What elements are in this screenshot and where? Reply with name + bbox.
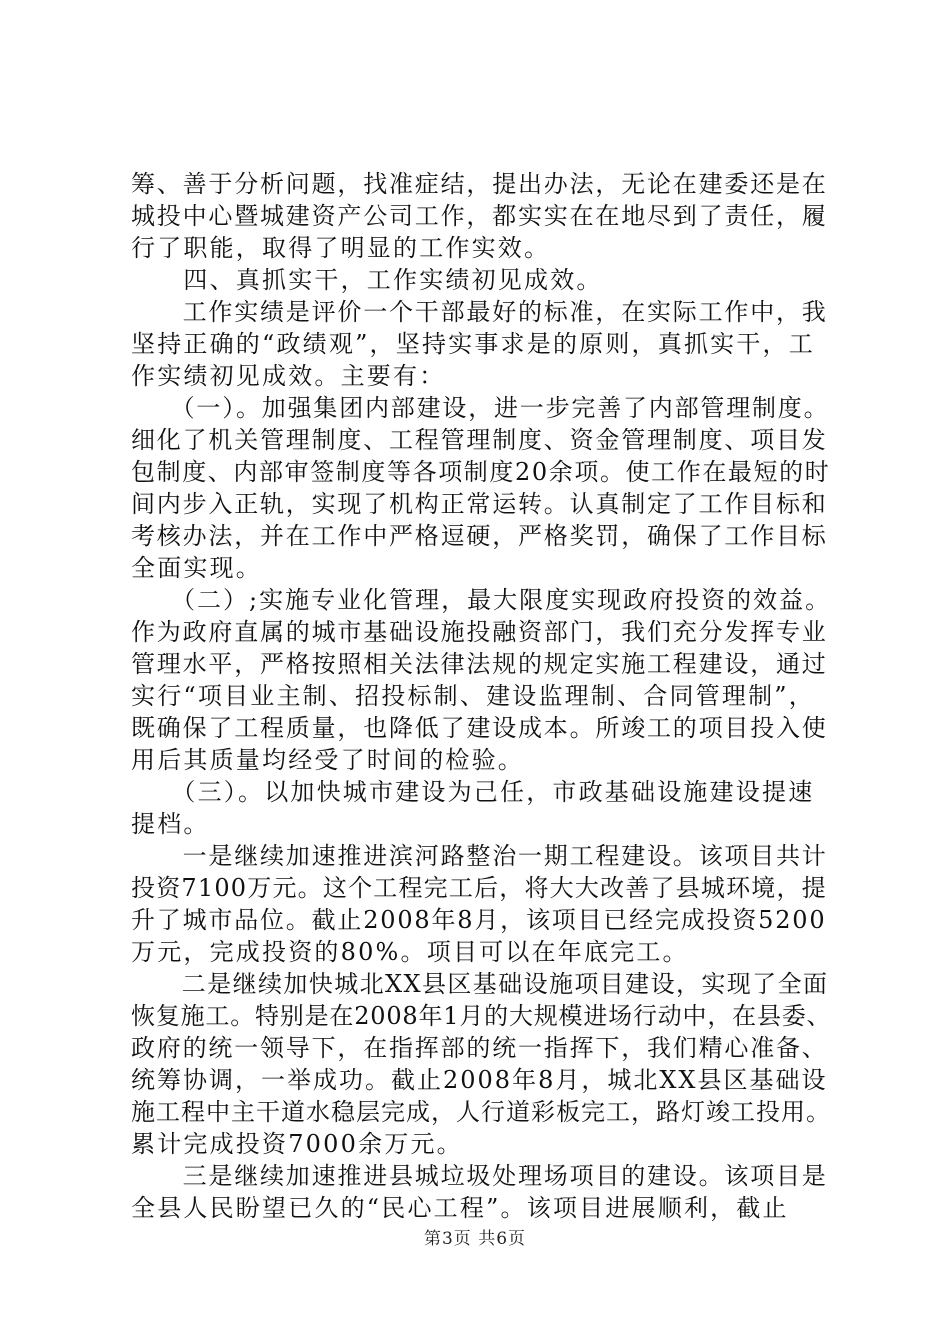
text-line: 筹、善于分析问题，找准症结，提出办法，无论在建委还是在 (131, 170, 828, 198)
subsection-heading: （三）。以加快城市建设为己任，市政基础设施建设提速 (131, 778, 815, 806)
text-line: 实行“项目业主制、招投标制、建设监理制、合同管理制”， (131, 682, 815, 710)
text-line: 施工程中主干道水稳层完成，人行道彩板完工，路灯竣工投用。 (131, 1098, 831, 1126)
text-line: 万元，完成投资的80%。项目可以在年底完工。 (131, 938, 689, 966)
section-heading: 四、真抓实干，工作实绩初见成效。 (131, 266, 603, 294)
document-body (131, 168, 831, 1224)
text-line: 政府的统一领导下，在指挥部的统一指挥下，我们精心准备、 (131, 1034, 828, 1062)
text-line: 全县人民盼望已久的“民心工程”。该项目进展顺利，截止 (131, 1194, 789, 1222)
text-line: 城投中心暨城建资产公司工作，都实实在在地尽到了责任，履 (131, 202, 828, 230)
text-line: 提档。 (131, 810, 210, 838)
text-line: 考核办法，并在工作中严格逗硬，严格奖罚，确保了工作目标 (131, 522, 828, 550)
text-line: 全面实现。 (131, 554, 262, 582)
text-line: 三是继续加速推进县城垃圾处理场项目的建设。该项目是 (131, 1162, 828, 1190)
text-line: 恢复施工。特别是在2008年1月的大规模进场行动中，在县委、 (131, 1002, 832, 1030)
subsection-heading: （一）。加强集团内部建设，进一步完善了内部管理制度。 (131, 394, 830, 422)
subsection-heading: （二）;实施专业化管理，最大限度实现政府投资的效益。 (131, 586, 832, 614)
text-line: 升了城市品位。截止2008年8月，该项目已经完成投资5200 (131, 906, 827, 934)
text-line: 累计完成投资7000余万元。 (131, 1130, 463, 1158)
text-line: 投资7100万元。这个工程完工后，将大大改善了县城环境，提 (131, 874, 827, 902)
text-line: 二是继续加快城北XX县区基础设施项目建设，实现了全面 (131, 970, 829, 998)
text-line: 细化了机关管理制度、工程管理制度、资金管理制度、项目发 (131, 426, 828, 454)
text-line: 作实绩初见成效。主要有： (131, 362, 446, 390)
page-number-footer: 第3页 共6页 (423, 1229, 527, 1249)
text-line: 统筹协调，一举成功。截止2008年8月，城北XX县区基础设 (131, 1066, 828, 1094)
text-line: 坚持正确的“政绩观”，坚持实事求是的原则，真抓实干，工 (131, 330, 815, 358)
text-line: 行了职能，取得了明显的工作实效。 (131, 234, 551, 262)
text-line: 间内步入正轨，实现了机构正常运转。认真制定了工作目标和 (131, 490, 828, 518)
text-line: 包制度、内部审签制度等各项制度20余项。使工作在最短的时 (131, 458, 831, 486)
text-line: 管理水平，严格按照相关法律法规的规定实施工程建设，通过 (131, 650, 828, 678)
text-line: 一是继续加速推进滨河路整治一期工程建设。该项目共计 (131, 842, 828, 870)
text-line: 既确保了工程质量，也降低了建设成本。所竣工的项目投入使 (131, 714, 828, 742)
text-line: 作为政府直属的城市基础设施投融资部门，我们充分发挥专业 (131, 618, 828, 646)
text-line: 工作实绩是评价一个干部最好的标准，在实际工作中，我 (131, 298, 828, 326)
text-line: 用后其质量均经受了时间的检验。 (131, 746, 524, 774)
